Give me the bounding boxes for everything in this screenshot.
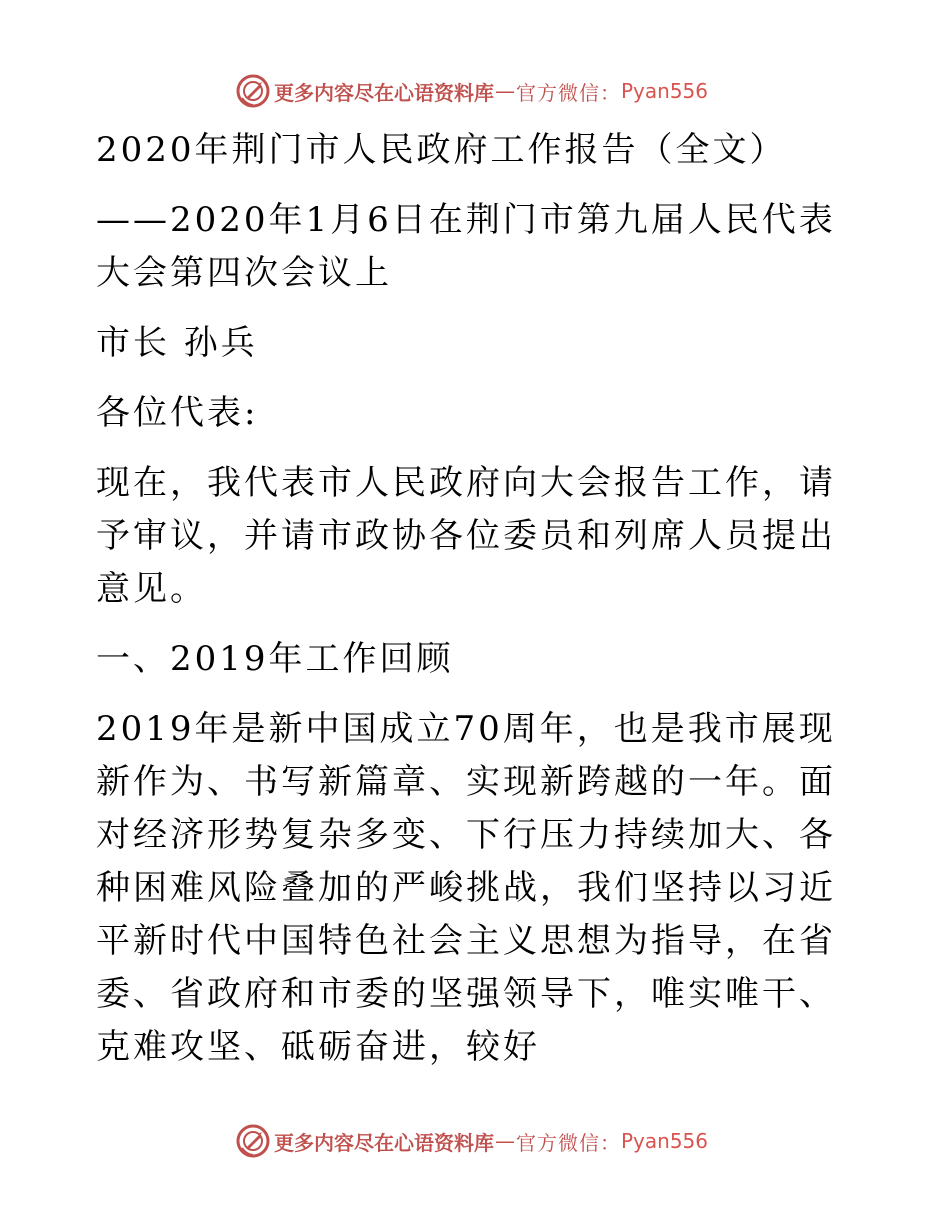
watermark-footer: [236, 1124, 708, 1158]
document-intro-paragraph: 现在，我代表市人民政府向大会报告工作，请予审议，并请市政协各位委员和列席人员提出意见。: [96, 463, 836, 609]
watermark-header: [236, 74, 708, 108]
document-body: [96, 120, 836, 1074]
watermark-wechat-label: 官方微信：: [516, 1130, 621, 1155]
watermark-wechat-id: Pyan556: [621, 79, 709, 103]
section-body-paragraph: 2019年是新中国成立70周年，也是我市展现新作为、书写新篇章、实现新跨越的一年。面对经济形势复杂多变、下行压力持续加大、各种困难风险叠加的严峻挑战，我们坚持以习近平新时代中国特色社会主义思想为指导，在省委、省政府和市委的坚强领导下，唯实唯干、克难攻坚、砥砺奋进，较好: [96, 709, 836, 1067]
watermark-separator: —: [495, 79, 515, 103]
watermark-text: 更多内容尽在心语资料库: [274, 80, 494, 105]
watermark-wechat-id: Pyan556: [621, 1129, 709, 1153]
watermark-wechat-label: 官方微信：: [516, 80, 621, 105]
brand-logo-icon: [236, 1124, 270, 1158]
section-heading: 一、2019年工作回顾: [96, 639, 454, 679]
watermark-separator: —: [495, 1129, 515, 1153]
brand-logo-icon: [236, 74, 270, 108]
document-subtitle: ——2020年1月6日在荆门市第九届人民代表大会第四次会议上: [96, 200, 836, 293]
watermark-text: 更多内容尽在心语资料库: [274, 1130, 494, 1155]
document-greeting: 各位代表:: [96, 393, 259, 433]
document-title: 2020年荆门市人民政府工作报告（全文）: [96, 130, 787, 170]
document-author: 市长 孙兵: [96, 323, 258, 363]
